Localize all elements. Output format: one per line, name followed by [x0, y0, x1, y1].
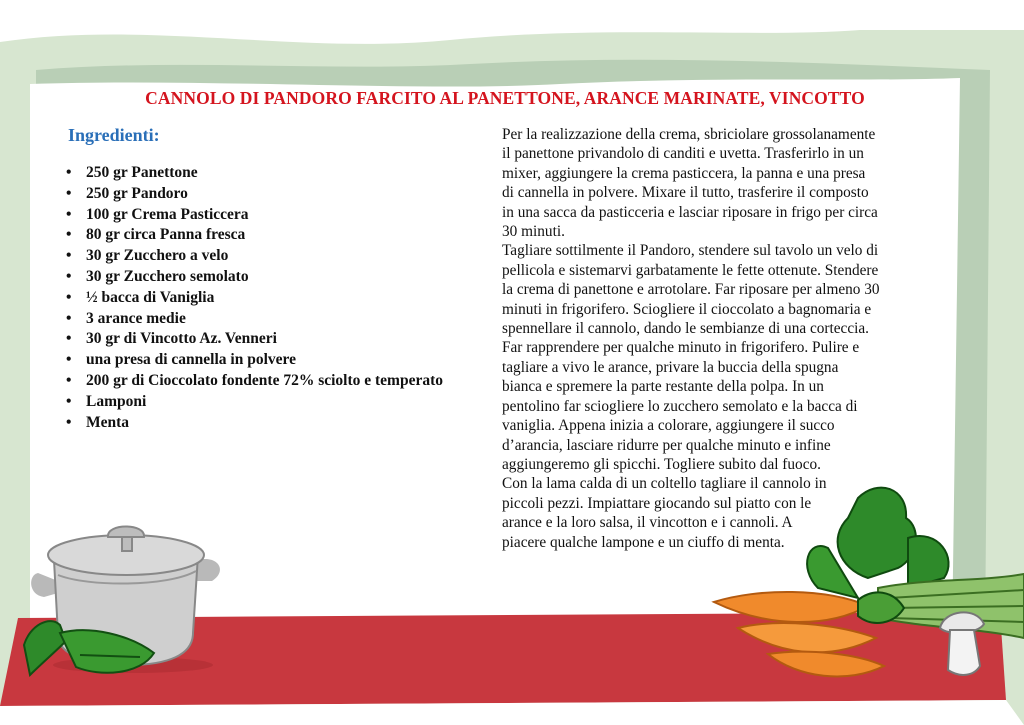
- bullet-icon: •: [66, 351, 72, 369]
- bullet-icon: •: [66, 205, 72, 223]
- bullet-icon: •: [66, 184, 72, 202]
- list-item: [66, 184, 443, 205]
- recipe-title: CANNOLO DI PANDORO FARCITO AL PANETTONE, ARANCE MARINATE, VINCOTTO: [145, 88, 865, 108]
- method-line: aggiungeremo gli spicchi. Togliere subito dal fuoco.: [502, 455, 821, 473]
- list-item: [66, 350, 443, 371]
- method-line: bianca e spremere la parte restante della polpa. In un: [502, 378, 824, 396]
- method-text: [502, 125, 922, 552]
- bullet-icon: •: [66, 247, 72, 265]
- list-item: [66, 371, 443, 392]
- method-line: mixer, aggiungere la crema pasticcera, la panna e una presa: [502, 164, 866, 182]
- ingredient-text: 200 gr di Cioccolato fondente 72% sciolto e temperato: [86, 371, 444, 389]
- list-item: [66, 392, 443, 413]
- ingredient-text: 30 gr di Vincotto Az. Venneri: [86, 330, 277, 348]
- list-item: [66, 225, 443, 246]
- method-line: spennellare il cannolo, dando le sembianze di una corteccia.: [502, 320, 869, 338]
- method-line: piacere qualche lampone e un ciuffo di menta.: [502, 533, 785, 551]
- bullet-icon: •: [66, 392, 72, 410]
- bullet-icon: •: [66, 288, 72, 306]
- ingredient-text: 250 gr Panettone: [86, 164, 198, 181]
- method-line: Tagliare sottilmente il Pandoro, stendere sul tavolo un velo di: [502, 242, 879, 260]
- list-item: [66, 288, 443, 309]
- bullet-icon: •: [66, 164, 72, 181]
- ingredient-text: 80 gr circa Panna fresca: [86, 226, 246, 244]
- ingredient-text: Lamponi: [86, 392, 147, 410]
- ingredient-text: ½ bacca di Vaniglia: [86, 288, 215, 306]
- method-line: vaniglia. Appena inizia a colorare, aggiungere il succo: [502, 417, 835, 435]
- method-line: 30 minuti.: [502, 223, 565, 241]
- list-item: [66, 267, 443, 288]
- list-item: [66, 246, 443, 267]
- method-line: tagliare a vivo le arance, privare la buccia della spugna: [502, 358, 839, 376]
- ingredients-list: [66, 163, 443, 433]
- herb-icon: [20, 605, 160, 685]
- method-line: piccoli pezzi. Impiattare giocando sul piatto con le: [502, 494, 812, 512]
- ingredient-text: 30 gr Zucchero semolato: [86, 267, 249, 285]
- method-line: pentolino far sciogliere lo zucchero semolato e la bacca di: [502, 397, 858, 415]
- ingredient-text: una presa di cannella in polvere: [86, 351, 296, 369]
- bullet-icon: •: [66, 330, 72, 348]
- method-line: arance e la loro salsa, il vincotton e i cannoli. A: [502, 514, 793, 532]
- list-item: [66, 163, 443, 184]
- list-item: [66, 309, 443, 330]
- bullet-icon: •: [66, 309, 72, 327]
- method-line: Per la realizzazione della crema, sbriciolare grossolanamente: [502, 126, 876, 143]
- list-item: [66, 329, 443, 350]
- method-line: Far rapprendere per qualche minuto in frigorifero. Pulire e: [502, 339, 860, 357]
- method-line: Con la lama calda di un coltello tagliare il cannolo in: [502, 475, 827, 493]
- list-item: [66, 413, 443, 434]
- ingredient-text: 3 arance medie: [86, 309, 186, 327]
- method-line: la crema di panettone e arrotolare. Far riposare per almeno 30: [502, 281, 880, 299]
- method-line: in una sacca da pasticceria e lasciar riposare in frigo per circa: [502, 203, 878, 221]
- ingredient-text: Menta: [86, 413, 130, 431]
- bullet-icon: •: [66, 371, 72, 389]
- ingredient-text: 250 gr Pandoro: [86, 184, 188, 202]
- ingredient-text: 100 gr Crema Pasticcera: [86, 205, 249, 223]
- method-line: minuti in frigorifero. Sciogliere il cioccolato a bagnomaria e: [502, 300, 872, 318]
- method-line: pellicola e sistemarvi garbatamente le fette ottenute. Stendere: [502, 261, 879, 279]
- ingredient-text: 30 gr Zucchero a velo: [86, 247, 229, 265]
- bullet-icon: •: [66, 226, 72, 244]
- method-line: il panettone privandolo di canditi e uvetta. Trasferirlo in un: [502, 145, 864, 163]
- bullet-icon: •: [66, 267, 72, 285]
- bullet-icon: •: [66, 413, 72, 431]
- method-line: d’arancia, lasciare ridurre per qualche minuto e infine: [502, 436, 831, 454]
- ingredients-heading: Ingredienti:: [68, 125, 160, 145]
- list-item: [66, 205, 443, 226]
- method-line: di cannella in polvere. Mixare il tutto, trasferire il composto: [502, 184, 869, 202]
